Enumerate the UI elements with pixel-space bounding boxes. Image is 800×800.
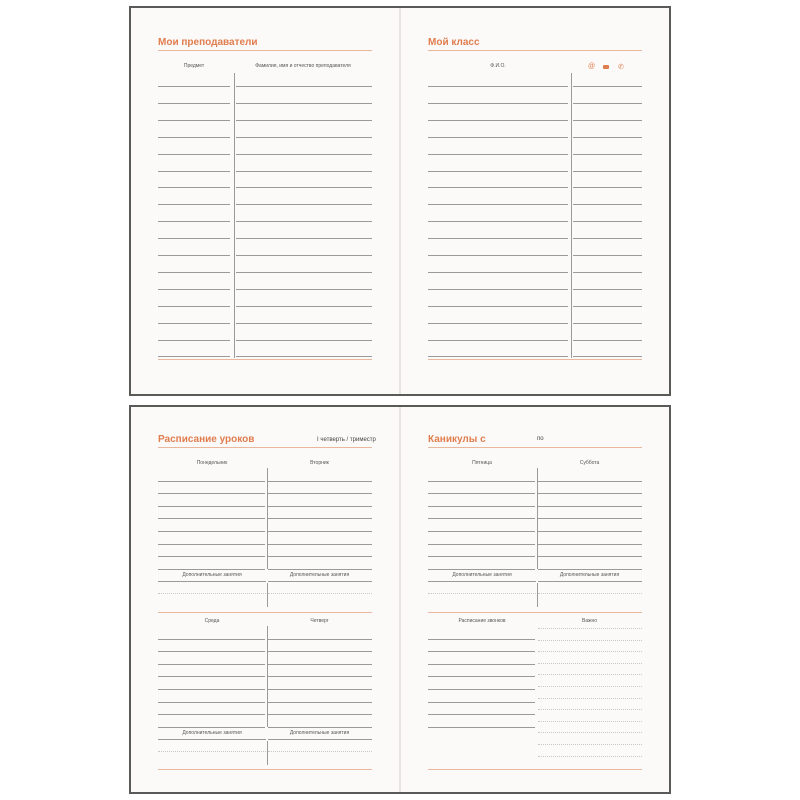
class-page	[401, 8, 669, 394]
table-row[interactable]	[236, 290, 372, 307]
lesson-line[interactable]	[428, 531, 535, 532]
table-row[interactable]	[573, 324, 642, 341]
holidays-to-label: по	[537, 436, 544, 442]
lesson-line[interactable]	[268, 689, 372, 690]
lesson-line[interactable]	[538, 531, 642, 532]
table-row[interactable]	[573, 256, 642, 273]
term-label: I четверть / триместр	[317, 437, 376, 443]
lesson-line[interactable]	[538, 518, 642, 519]
notes-line[interactable]	[538, 756, 642, 757]
extra-classes-label: Дополнительные занятия	[289, 730, 350, 736]
lesson-line[interactable]	[158, 544, 265, 545]
day-header-monday: Понедельник	[196, 460, 228, 466]
table-row[interactable]	[573, 222, 642, 239]
table-row[interactable]	[428, 188, 568, 205]
table-row[interactable]	[428, 340, 568, 357]
table-row[interactable]	[573, 171, 642, 188]
lesson-line[interactable]	[268, 556, 372, 557]
lesson-line[interactable]	[158, 714, 265, 715]
lesson-line[interactable]	[538, 569, 642, 570]
lesson-line[interactable]	[428, 702, 535, 703]
table-row[interactable]	[158, 155, 230, 172]
table-row[interactable]	[158, 307, 230, 324]
extra-line[interactable]	[268, 751, 372, 752]
lesson-line[interactable]	[428, 481, 535, 482]
schedule-page-title: Расписание уроков	[158, 434, 255, 445]
lesson-line[interactable]	[268, 481, 372, 482]
lesson-line[interactable]	[538, 506, 642, 507]
table-row[interactable]	[236, 256, 372, 273]
table-row[interactable]	[573, 205, 642, 222]
extra-line[interactable]	[268, 581, 372, 582]
lesson-line[interactable]	[538, 556, 642, 557]
lesson-line[interactable]	[268, 518, 372, 519]
extra-line[interactable]	[158, 581, 266, 582]
table-row[interactable]	[158, 138, 230, 155]
holidays-page	[401, 407, 669, 792]
table-row[interactable]	[428, 290, 568, 307]
lesson-line[interactable]	[538, 544, 642, 545]
notes-line[interactable]	[538, 686, 642, 687]
table-row[interactable]	[573, 121, 642, 138]
day-header-saturday: Суббота	[579, 460, 600, 466]
table-row[interactable]	[236, 340, 372, 357]
table-row[interactable]	[573, 340, 642, 357]
notes-line[interactable]	[538, 744, 642, 745]
day-header-tuesday: Вторник	[310, 460, 329, 466]
lesson-line[interactable]	[158, 556, 265, 557]
lesson-line[interactable]	[428, 639, 535, 640]
lesson-line[interactable]	[158, 676, 265, 677]
notes-line[interactable]	[538, 628, 642, 629]
title-rule	[428, 447, 642, 448]
lesson-line[interactable]	[268, 544, 372, 545]
notes-line[interactable]	[538, 732, 642, 733]
lesson-line[interactable]	[158, 664, 265, 665]
table-row[interactable]	[236, 121, 372, 138]
lesson-line[interactable]	[158, 651, 265, 652]
lesson-line[interactable]	[428, 556, 535, 557]
extra-classes-label: Дополнительные занятия	[559, 572, 620, 578]
lesson-line[interactable]	[158, 493, 265, 494]
table-row[interactable]	[158, 256, 230, 273]
bottom-rule	[428, 769, 642, 770]
table-row[interactable]	[573, 70, 642, 87]
lesson-line[interactable]	[158, 702, 265, 703]
lesson-line[interactable]	[268, 493, 372, 494]
lesson-line[interactable]	[428, 664, 535, 665]
planner-spread-bottom	[129, 405, 671, 794]
column-divider	[267, 583, 268, 607]
table-row[interactable]	[573, 188, 642, 205]
table-row[interactable]	[236, 171, 372, 188]
title-rule	[158, 50, 372, 51]
lesson-line[interactable]	[428, 569, 535, 570]
table-row[interactable]	[236, 307, 372, 324]
table-row[interactable]	[428, 171, 568, 188]
lesson-line[interactable]	[268, 676, 372, 677]
extra-classes-label: Дополнительные занятия	[182, 730, 242, 736]
table-row[interactable]	[428, 256, 568, 273]
table-row[interactable]	[428, 222, 568, 239]
table-row[interactable]	[236, 324, 372, 341]
bottom-rule	[428, 359, 642, 360]
notes-line[interactable]	[538, 698, 642, 699]
column-divider	[267, 468, 268, 569]
notes-line[interactable]	[538, 674, 642, 675]
lesson-line[interactable]	[158, 531, 265, 532]
lesson-line[interactable]	[428, 651, 535, 652]
table-row[interactable]	[158, 324, 230, 341]
notes-line[interactable]	[538, 640, 642, 641]
table-row[interactable]	[158, 188, 230, 205]
extra-line[interactable]	[158, 751, 266, 752]
column-divider	[537, 583, 538, 607]
extra-line[interactable]	[538, 581, 642, 582]
table-row[interactable]	[236, 222, 372, 239]
table-row[interactable]	[158, 205, 230, 222]
notes-line[interactable]	[538, 721, 642, 722]
bottom-rule	[158, 359, 372, 360]
lesson-line[interactable]	[268, 664, 372, 665]
notes-line[interactable]	[538, 663, 642, 664]
table-row[interactable]	[428, 104, 568, 121]
day-header-wednesday: Среда	[204, 618, 220, 624]
lesson-line[interactable]	[268, 727, 372, 728]
teachers-page	[131, 8, 399, 394]
lesson-line[interactable]	[268, 651, 372, 652]
col-header-subject: Предмет	[183, 63, 205, 69]
table-row[interactable]	[158, 70, 230, 87]
at-icon: @	[588, 63, 596, 70]
table-row[interactable]	[158, 340, 230, 357]
column-divider	[571, 73, 572, 358]
column-divider	[537, 468, 538, 569]
table-row[interactable]	[573, 307, 642, 324]
table-row[interactable]	[236, 273, 372, 290]
table-row[interactable]	[236, 87, 372, 104]
table-row[interactable]	[158, 171, 230, 188]
lesson-line[interactable]	[538, 481, 642, 482]
table-row[interactable]	[236, 155, 372, 172]
col-header-teacher-name: Фамилия, имя и отчество преподавателя	[255, 63, 351, 69]
table-row[interactable]	[236, 239, 372, 256]
table-row[interactable]	[573, 104, 642, 121]
lesson-line[interactable]	[268, 702, 372, 703]
extra-line[interactable]	[158, 593, 266, 594]
extra-line[interactable]	[428, 593, 536, 594]
table-row[interactable]	[428, 138, 568, 155]
table-row[interactable]	[236, 205, 372, 222]
table-row[interactable]	[236, 188, 372, 205]
bottom-rule	[158, 769, 372, 770]
column-divider	[234, 73, 235, 358]
lesson-line[interactable]	[158, 569, 265, 570]
column-divider	[267, 626, 268, 727]
lesson-line[interactable]	[268, 639, 372, 640]
extra-classes-label: Дополнительные занятия	[182, 572, 242, 578]
section-rule	[428, 612, 642, 613]
title-rule	[158, 447, 372, 448]
lesson-line[interactable]	[158, 481, 265, 482]
lesson-line[interactable]	[268, 714, 372, 715]
holidays-page-title: Каникулы с	[428, 434, 486, 445]
table-row[interactable]	[158, 121, 230, 138]
day-header-thursday: Четверг	[310, 618, 329, 624]
teachers-page-title: Мои преподаватели	[158, 37, 258, 48]
class-page-title: Мой класс	[428, 37, 480, 48]
lesson-line[interactable]	[428, 727, 535, 728]
table-row[interactable]	[158, 290, 230, 307]
lesson-line[interactable]	[428, 544, 535, 545]
table-row[interactable]	[236, 138, 372, 155]
planner-spread-top	[129, 6, 671, 396]
table-row[interactable]	[158, 87, 230, 104]
lesson-line[interactable]	[158, 518, 265, 519]
table-row[interactable]	[428, 70, 568, 87]
extra-line[interactable]	[158, 739, 266, 740]
table-row[interactable]	[573, 155, 642, 172]
table-row[interactable]	[158, 222, 230, 239]
phone-icon: ✆	[618, 64, 624, 71]
lesson-line[interactable]	[428, 689, 535, 690]
table-row[interactable]	[158, 104, 230, 121]
extra-line[interactable]	[538, 593, 642, 594]
table-row[interactable]	[236, 70, 372, 87]
notes-line[interactable]	[538, 651, 642, 652]
table-row[interactable]	[428, 273, 568, 290]
extra-line[interactable]	[428, 581, 536, 582]
table-row[interactable]	[428, 239, 568, 256]
lesson-line[interactable]	[158, 506, 265, 507]
notes-line[interactable]	[538, 709, 642, 710]
table-row[interactable]	[158, 239, 230, 256]
table-row[interactable]	[573, 290, 642, 307]
column-divider	[267, 741, 268, 765]
envelope-icon	[603, 65, 609, 69]
lesson-line[interactable]	[428, 714, 535, 715]
table-row[interactable]	[573, 273, 642, 290]
table-row[interactable]	[236, 104, 372, 121]
lesson-line[interactable]	[158, 689, 265, 690]
col-header-full-name: Ф.И.О.	[490, 63, 506, 69]
lesson-line[interactable]	[428, 676, 535, 677]
lesson-line[interactable]	[268, 569, 372, 570]
bell-schedule-label: Расписание звонков	[458, 618, 506, 624]
title-rule	[428, 50, 642, 51]
extra-classes-label: Дополнительные занятия	[452, 572, 512, 578]
lesson-line[interactable]	[268, 531, 372, 532]
day-header-friday: Пятница	[472, 460, 492, 466]
extra-line[interactable]	[268, 593, 372, 594]
lesson-line[interactable]	[158, 639, 265, 640]
table-row[interactable]	[428, 87, 568, 104]
lesson-line[interactable]	[428, 506, 535, 507]
lesson-line[interactable]	[428, 518, 535, 519]
table-row[interactable]	[573, 87, 642, 104]
table-row[interactable]	[573, 138, 642, 155]
schedule-page	[131, 407, 399, 792]
lesson-line[interactable]	[268, 506, 372, 507]
table-row[interactable]	[428, 205, 568, 222]
table-row[interactable]	[428, 155, 568, 172]
extra-classes-label: Дополнительные занятия	[289, 572, 350, 578]
lesson-line[interactable]	[158, 727, 265, 728]
table-row[interactable]	[573, 239, 642, 256]
lesson-line[interactable]	[428, 493, 535, 494]
table-row[interactable]	[428, 307, 568, 324]
lesson-line[interactable]	[538, 493, 642, 494]
table-row[interactable]	[428, 324, 568, 341]
important-label: Важно	[581, 618, 597, 624]
table-row[interactable]	[428, 121, 568, 138]
table-row[interactable]	[158, 273, 230, 290]
section-rule	[158, 612, 372, 613]
extra-line[interactable]	[268, 739, 372, 740]
